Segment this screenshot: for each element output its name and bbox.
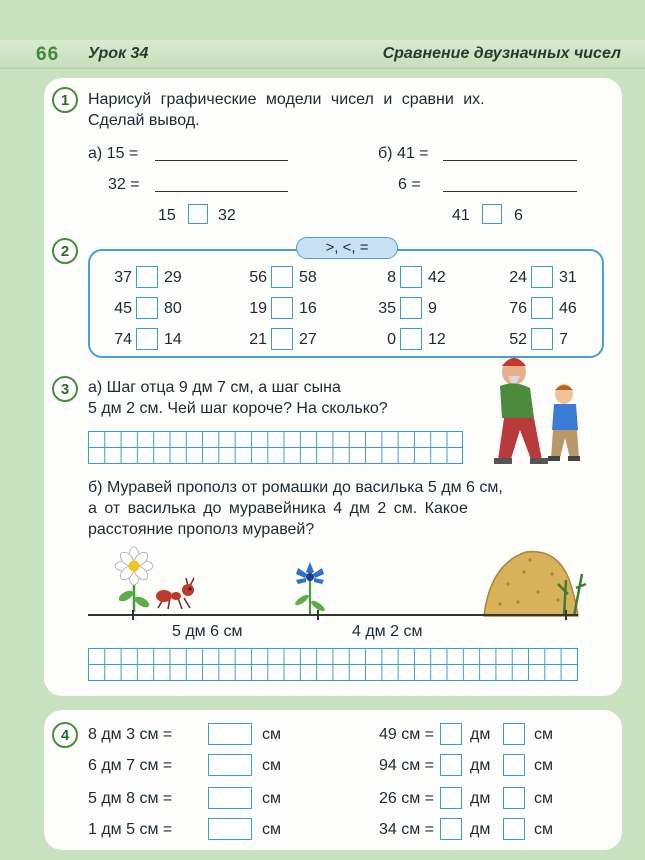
tick-anthill [565,610,567,620]
ex2-left-number: 0 [387,331,396,348]
ex1a-label: а) 15 = [88,145,139,162]
page-number: 66 [36,44,60,65]
ex4-left-unit: см [262,726,281,743]
segment-1-label: 5 дм 6 см [172,623,243,640]
ex2-compare-box[interactable] [271,328,293,350]
ex2-compare-box[interactable] [271,266,293,288]
ex2-compare-box[interactable] [400,328,422,350]
ex2-compare-box[interactable] [136,328,158,350]
ex2-left-number: 19 [249,300,267,317]
ex3b-line-1: б) Муравей прополз от ромашки до василька 5 дм 6 см, [88,479,503,496]
ex1a-right-number: 32 [218,207,236,224]
ex4-dm-unit: дм [470,790,491,807]
ex4-right-expression: 49 см = [378,726,434,743]
ex4-left-expression: 1 дм 5 см = [88,821,173,838]
ex1a-second: 32 = [108,176,140,193]
exercise-3-number: 3 [52,376,78,402]
ex2-right-number: 58 [299,269,317,286]
ex4-left-expression: 8 дм 3 см = [88,726,173,743]
ex4-dm-unit: дм [470,726,491,743]
ant-illustration [152,576,200,612]
ex2-compare-box[interactable] [531,297,553,319]
ex1b-second: 6 = [398,176,421,193]
ex3b-answer-grid[interactable] [88,648,578,681]
ex4-left-unit: см [262,757,281,774]
ex2-left-number: 56 [249,269,267,286]
ex2-compare-box[interactable] [400,266,422,288]
ex2-compare-box[interactable] [136,297,158,319]
ex4-right-expression: 34 см = [378,821,434,838]
ex4-cm-box[interactable] [503,723,525,745]
ex2-left-number: 37 [114,269,132,286]
ex4-cm-unit: см [534,821,553,838]
ex4-left-expression: 6 дм 7 см = [88,757,173,774]
cornflower-illustration [290,560,330,616]
exercise-2-number: 2 [52,238,78,264]
ex4-cm-unit: см [534,790,553,807]
ex1b-compare-box[interactable] [482,204,502,224]
ex4-right-expression: 26 см = [378,790,434,807]
ex4-dm-box[interactable] [440,754,462,776]
ex4-left-answer-box[interactable] [208,723,252,745]
ex2-right-number: 7 [559,331,568,348]
ex2-compare-box[interactable] [531,266,553,288]
ex2-right-number: 31 [559,269,577,286]
ex4-left-answer-box[interactable] [208,818,252,840]
ex2-signs-pill: >, <, = [296,237,398,259]
ex4-dm-box[interactable] [440,818,462,840]
ex2-left-number: 8 [387,269,396,286]
distance-line [88,614,578,616]
ex2-compare-box[interactable] [136,266,158,288]
ex1b-answer-line-2[interactable] [443,191,577,192]
ex2-left-number: 74 [114,331,132,348]
segment-2-label: 4 дм 2 см [352,623,423,640]
tick-daisy [132,610,134,620]
ex3a-line-1: а) Шаг отца 9 дм 7 см, а шаг сына [88,379,341,396]
ex1b-left-number: 41 [452,207,470,224]
ex2-left-number: 24 [509,269,527,286]
anthill-illustration [478,544,588,618]
ex1-instruction-1: Нарисуй графические модели чисел и сравни их. [88,91,485,108]
ex2-right-number: 16 [299,300,317,317]
ex2-left-number: 21 [249,331,267,348]
ex1a-answer-line-1[interactable] [155,160,288,161]
ex2-left-number: 35 [378,300,396,317]
ex1b-answer-line-1[interactable] [443,160,577,161]
ex2-right-number: 80 [164,300,182,317]
ex4-dm-unit: дм [470,821,491,838]
tick-cornflower [317,610,319,620]
ex4-cm-box[interactable] [503,754,525,776]
ex4-dm-box[interactable] [440,787,462,809]
ex4-left-answer-box[interactable] [208,787,252,809]
exercise-4-number: 4 [52,722,78,748]
exercise-1-number: 1 [52,87,78,113]
ex4-left-unit: см [262,821,281,838]
ex2-compare-box[interactable] [531,328,553,350]
father-son-illustration [480,352,590,470]
ex2-left-number: 45 [114,300,132,317]
ex2-right-number: 12 [428,331,446,348]
ex3b-line-3: расстояние прополз муравей? [88,521,315,538]
ex4-cm-box[interactable] [503,787,525,809]
ex2-right-number: 27 [299,331,317,348]
ex2-right-number: 42 [428,269,446,286]
ex4-left-unit: см [262,790,281,807]
ex4-cm-unit: см [534,757,553,774]
ex2-compare-box[interactable] [271,297,293,319]
ex3a-answer-grid[interactable] [88,431,463,464]
topic-title: Сравнение двузначных чисел [382,45,621,62]
ex4-left-answer-box[interactable] [208,754,252,776]
ex4-right-expression: 94 см = [378,757,434,774]
ex2-right-number: 14 [164,331,182,348]
ex1b-right-number: 6 [514,207,523,224]
ex4-cm-box[interactable] [503,818,525,840]
ex1a-compare-box[interactable] [188,204,208,224]
ex4-dm-box[interactable] [440,723,462,745]
ex2-left-number: 52 [509,331,527,348]
ex1a-answer-line-2[interactable] [155,191,288,192]
ex1-instruction-2: Сделай вывод. [88,112,200,129]
ex2-right-number: 29 [164,269,182,286]
ex1b-label: б) 41 = [378,145,429,162]
lesson-title: Урок 34 [88,45,149,62]
ex2-right-number: 46 [559,300,577,317]
ex1a-left-number: 15 [158,207,176,224]
ex4-left-expression: 5 дм 8 см = [88,790,173,807]
ex2-right-number: 9 [428,300,437,317]
ex3b-line-2: а от василька до муравейника 4 дм 2 см. Какое [88,500,468,517]
ex2-compare-box[interactable] [400,297,422,319]
ex3a-line-2: 5 дм 2 см. Чей шаг короче? На сколько? [88,400,388,417]
ex4-dm-unit: дм [470,757,491,774]
ex4-cm-unit: см [534,726,553,743]
ex2-left-number: 76 [509,300,527,317]
